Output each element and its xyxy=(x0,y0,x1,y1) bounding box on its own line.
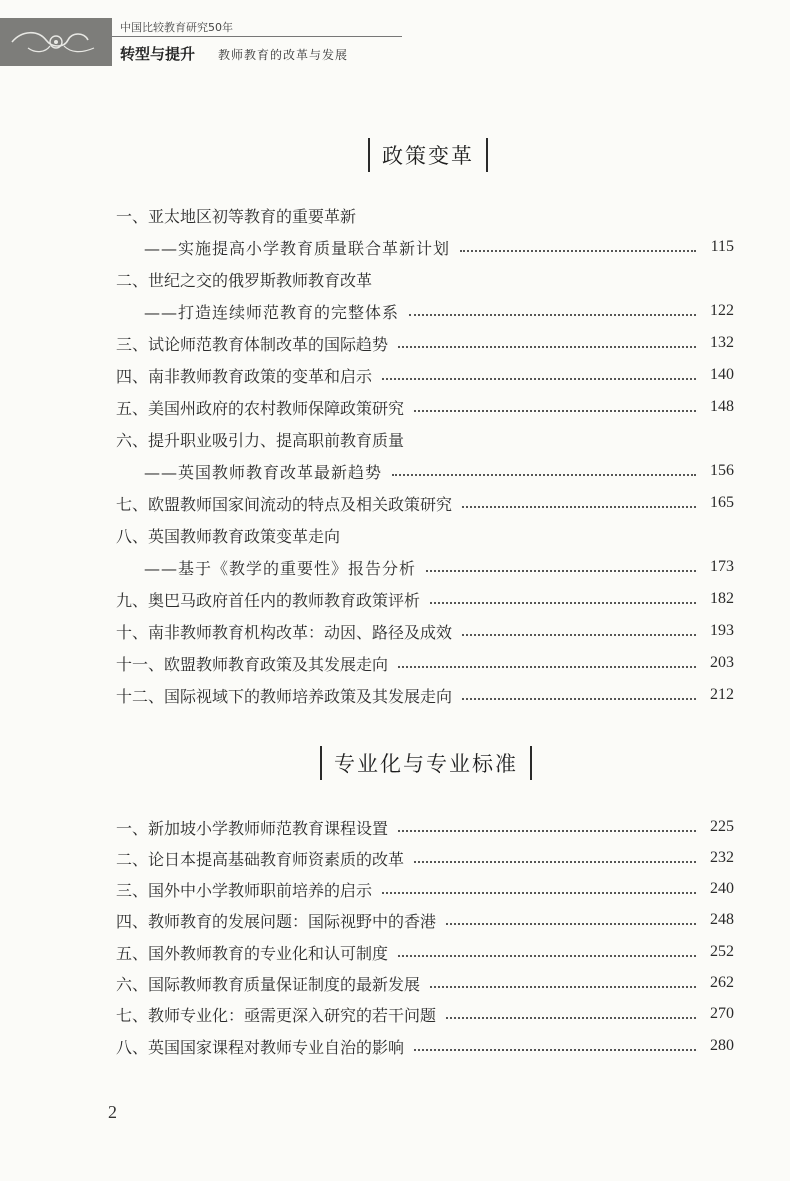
dot-leader xyxy=(398,346,696,348)
toc-page-number: 225 xyxy=(710,818,734,835)
toc-page-number: 270 xyxy=(710,1005,734,1022)
toc-entry-title: 五、国外教师教育的专业化和认可制度 xyxy=(116,943,389,963)
toc-entry-title: ——实施提高小学教育质量联合革新计划 xyxy=(144,238,451,258)
toc-entry-title: 七、教师专业化：亟需更深入研究的若干问题 xyxy=(116,1005,437,1025)
dot-leader xyxy=(462,634,696,636)
dot-leader xyxy=(430,986,696,988)
toc-entry-row[interactable] xyxy=(116,328,734,358)
toc-entry-title: 二、论日本提高基础教育师资素质的改革 xyxy=(116,849,405,869)
toc-entry-title: ——英国教师教育改革最新趋势 xyxy=(144,462,383,482)
dot-leader xyxy=(446,1017,696,1019)
toc-entry-row[interactable] xyxy=(116,520,734,550)
toc-page-number: 140 xyxy=(710,366,734,383)
toc-page-number: 182 xyxy=(710,590,734,607)
toc-page-number: 252 xyxy=(710,943,734,960)
toc-entry-title: 六、提升职业吸引力、提高职前教育质量 xyxy=(116,430,405,450)
toc-page-number: 232 xyxy=(710,849,734,866)
toc-page-number: 148 xyxy=(710,398,734,415)
toc-entry-row[interactable] xyxy=(116,360,734,390)
dot-leader xyxy=(382,892,696,894)
toc-page-number: 165 xyxy=(710,494,734,511)
toc-entry-row[interactable] xyxy=(116,999,734,1029)
toc-subtitle-row[interactable] xyxy=(116,456,734,486)
toc-subtitle-row[interactable] xyxy=(116,296,734,326)
toc-entry-row[interactable] xyxy=(116,937,734,967)
toc-entry-title: ——打造连续师范教育的完整体系 xyxy=(144,302,400,322)
toc-entry-title: 三、试论师范教育体制改革的国际趋势 xyxy=(116,334,389,354)
toc-entry-row[interactable] xyxy=(116,616,734,646)
toc-entry-title: 七、欧盟教师国家间流动的特点及相关政策研究 xyxy=(116,494,453,514)
dot-leader xyxy=(414,861,696,863)
toc-entry-title: 八、英国教师教育政策变革走向 xyxy=(116,526,341,546)
dot-leader xyxy=(398,666,696,668)
toc-entry-title: 二、世纪之交的俄罗斯教师教育改革 xyxy=(116,270,373,290)
page-number: 2 xyxy=(108,1102,117,1122)
toc-entry-title: 十一、欧盟教师教育政策及其发展走向 xyxy=(116,654,389,674)
section-heading-policy xyxy=(368,137,488,173)
toc-entry-row[interactable] xyxy=(116,905,734,935)
section-title: 政策变革 xyxy=(382,144,474,168)
toc-entry-row[interactable] xyxy=(116,648,734,678)
toc-page-number: 240 xyxy=(710,880,734,897)
toc-entry-title: 五、美国州政府的农村教师保障政策研究 xyxy=(116,398,405,418)
section-title: 专业化与专业标准 xyxy=(334,752,518,776)
toc-entry-title: 九、奥巴马政府首任内的教师教育政策评析 xyxy=(116,590,421,610)
toc-entry-row[interactable] xyxy=(116,812,734,842)
series-title: 中国比较教育研究50年 xyxy=(120,21,233,34)
toc-entry-title: 一、亚太地区初等教育的重要革新 xyxy=(116,206,357,226)
toc-page-number: 173 xyxy=(710,558,734,575)
toc-page-number: 132 xyxy=(710,334,734,351)
toc-entry-row[interactable] xyxy=(116,1031,734,1061)
toc-entry-title: 四、南非教师教育政策的变革和启示 xyxy=(116,366,373,386)
dot-leader xyxy=(392,474,696,476)
toc-entry-title: 四、教师教育的发展问题：国际视野中的香港 xyxy=(116,911,437,931)
dot-leader xyxy=(426,570,696,572)
book-title: 转型与提升 xyxy=(120,45,196,63)
dot-leader xyxy=(382,378,696,380)
toc-entry-title: 六、国际教师教育质量保证制度的最新发展 xyxy=(116,974,421,994)
dot-leader xyxy=(460,250,696,252)
dot-leader xyxy=(414,1049,696,1051)
toc-page-number: 262 xyxy=(710,974,734,991)
toc-entry-title: 八、英国国家课程对教师专业自治的影响 xyxy=(116,1037,405,1057)
toc-page-number: 280 xyxy=(710,1037,734,1054)
toc-entry-row[interactable] xyxy=(116,874,734,904)
toc-entry-row[interactable] xyxy=(116,968,734,998)
toc-page-number: 248 xyxy=(710,911,734,928)
toc-page-number: 122 xyxy=(710,302,734,319)
toc-entry-row[interactable] xyxy=(116,843,734,873)
dot-leader xyxy=(398,830,696,832)
heading-bar-right xyxy=(486,138,488,172)
toc-entry-row[interactable] xyxy=(116,200,734,230)
toc-entry-row[interactable] xyxy=(116,680,734,710)
dot-leader xyxy=(414,410,696,412)
toc-entry-row[interactable] xyxy=(116,264,734,294)
dot-leader xyxy=(409,314,696,316)
toc-entry-title: 十、南非教师教育机构改革：动因、路径及成效 xyxy=(116,622,453,642)
toc-entry-title: 三、国外中小学教师职前培养的启示 xyxy=(116,880,373,900)
header-ornament-band xyxy=(0,18,112,66)
toc-subtitle-row[interactable] xyxy=(116,232,734,262)
toc-entry-row[interactable] xyxy=(116,424,734,454)
toc-page-number: 115 xyxy=(710,238,734,255)
dot-leader xyxy=(430,602,696,604)
toc-entry-title: ——基于《教学的重要性》报告分析 xyxy=(144,558,417,578)
dot-leader xyxy=(446,923,696,925)
heading-bar-right xyxy=(530,746,532,780)
toc-page-number: 156 xyxy=(710,462,734,479)
toc-page-number: 203 xyxy=(710,654,734,671)
dot-leader xyxy=(398,955,696,957)
dot-leader xyxy=(462,506,696,508)
toc-entry-title: 一、新加坡小学教师师范教育课程设置 xyxy=(116,818,389,838)
dot-leader xyxy=(462,698,696,700)
book-subtitle: 教师教育的改革与发展 xyxy=(218,48,349,62)
header-rule xyxy=(112,36,402,37)
toc-entry-title: 十二、国际视域下的教师培养政策及其发展走向 xyxy=(116,686,453,706)
toc-entry-row[interactable] xyxy=(116,584,734,614)
scroll-ornament-icon xyxy=(8,26,104,58)
toc-page-number: 212 xyxy=(710,686,734,703)
toc-subtitle-row[interactable] xyxy=(116,552,734,582)
section-heading-professionalization xyxy=(320,745,532,781)
toc-entry-row[interactable] xyxy=(116,488,734,518)
toc-entry-row[interactable] xyxy=(116,392,734,422)
toc-page-number: 193 xyxy=(710,622,734,639)
